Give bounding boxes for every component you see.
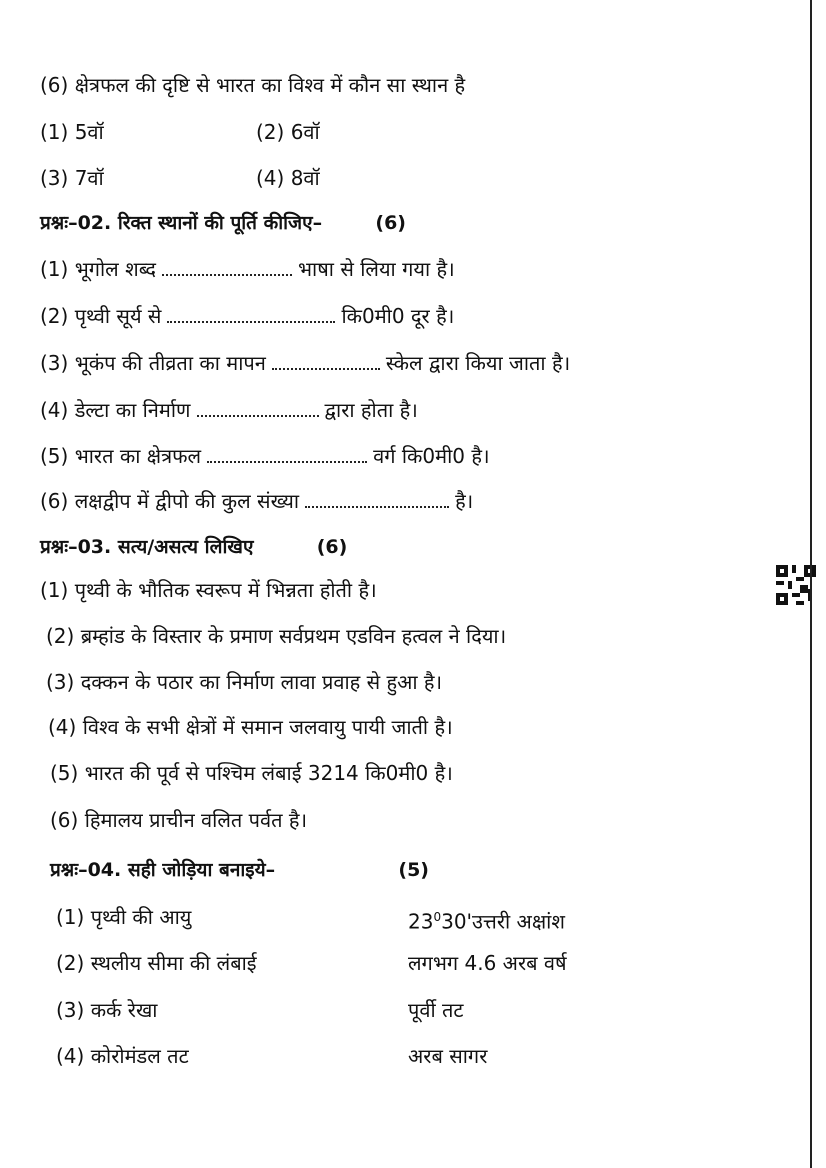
match-right-4: अरब सागर — [408, 1044, 488, 1068]
section3-title: प्रश्नः–03. सत्य/असत्य लिखिए — [40, 536, 254, 558]
blank-line — [305, 488, 449, 508]
section2-marks: (6) — [375, 212, 406, 234]
fill-blank-1-pre: (1) भूगोल शब्द — [40, 257, 156, 281]
section3-heading — [40, 534, 347, 560]
true-false-4: (4) विश्व के सभी क्षेत्रों में समान जलवायु पायी जाती है। — [48, 715, 453, 739]
true-false-3: (3) दक्कन के पठार का निर्माण लावा प्रवाह से हुआ है। — [46, 670, 443, 694]
q1-question-6: (6) क्षेत्रफल की दृष्टि से भारत का विश्व में कौन सा स्थान है — [40, 73, 466, 97]
true-false-1: (1) पृथ्वी के भौतिक स्वरूप में भिन्नता होती है। — [40, 578, 377, 602]
fill-blank-4 — [40, 397, 418, 423]
match-left-3: (3) कर्क रेखा — [56, 998, 158, 1022]
blank-line — [162, 256, 292, 276]
true-false-5: (5) भारत की पूर्व से पश्चिम लंबाई 3214 कि0मी0 है। — [50, 761, 453, 785]
fill-blank-1-post: भाषा से लिया गया है। — [298, 257, 455, 281]
blank-line — [272, 350, 380, 370]
fill-blank-4-pre: (4) डेल्टा का निर्माण — [40, 398, 191, 422]
fill-blank-5-post: वर्ग कि0मी0 है। — [373, 444, 490, 468]
fill-blank-6 — [40, 488, 473, 514]
fill-blank-6-pre: (6) लक्षद्वीप में द्वीपो की कुल संख्या — [40, 489, 300, 513]
fill-blank-3-post: स्केल द्वारा किया जाता है। — [385, 351, 571, 375]
true-false-6: (6) हिमालय प्राचीन वलित पर्वत है। — [50, 808, 308, 832]
section3-marks: (6) — [316, 536, 348, 558]
match-right-3: पूर्वी तट — [408, 998, 464, 1022]
match-right-1 — [408, 904, 565, 935]
q1-option-2: (2) 6वॉ — [256, 120, 320, 144]
blank-line — [207, 443, 367, 463]
section4-heading — [50, 857, 429, 883]
fill-blank-2-pre: (2) पृथ्वी सूर्य से — [40, 304, 162, 328]
fill-blank-4-post: द्वारा होता है। — [324, 398, 418, 422]
match-left-2: (2) स्थलीय सीमा की लंबाई — [56, 951, 257, 975]
section4-title: प्रश्नः–04. सही जोड़िया बनाइये– — [50, 859, 276, 881]
match-right-2: लगभग 4.6 अरब वर्ष — [408, 951, 567, 975]
fill-blank-2 — [40, 303, 454, 329]
fill-blank-1 — [40, 256, 455, 282]
fill-blank-5 — [40, 443, 490, 469]
q1-option-1: (1) 5वॉ — [40, 120, 104, 144]
fill-blank-2-post: कि0मी0 दूर है। — [341, 304, 455, 328]
section4-marks: (5) — [398, 859, 429, 881]
match-left-4: (4) कोरोमंडल तट — [56, 1044, 189, 1068]
blank-line — [197, 397, 319, 417]
fill-blank-6-post: है। — [455, 489, 474, 513]
fill-blank-5-pre: (5) भारत का क्षेत्रफल — [40, 444, 202, 468]
latitude-rest: 30'उत्तरी अक्षांश — [441, 909, 565, 934]
true-false-2: (2) ब्रम्हांड के विस्तार के प्रमाण सर्वप्रथम एडविन हत्वल ने दिया। — [46, 624, 507, 648]
section2-title: प्रश्नः–02. रिक्त स्थानों की पूर्ति कीजिए– — [40, 212, 323, 234]
degree-mark: 0 — [433, 910, 442, 924]
section2-heading — [40, 210, 406, 236]
fill-blank-3-pre: (3) भूकंप की तीव्रता का मापन — [40, 351, 266, 375]
fill-blank-3 — [40, 350, 570, 376]
blank-line — [167, 303, 335, 323]
match-left-1: (1) पृथ्वी की आयु — [56, 905, 192, 929]
q1-option-3: (3) 7वॉ — [40, 166, 104, 190]
q1-option-4: (4) 8वॉ — [256, 166, 320, 190]
latitude-degrees: 23 — [408, 909, 434, 934]
page-edge-line — [810, 0, 812, 1168]
